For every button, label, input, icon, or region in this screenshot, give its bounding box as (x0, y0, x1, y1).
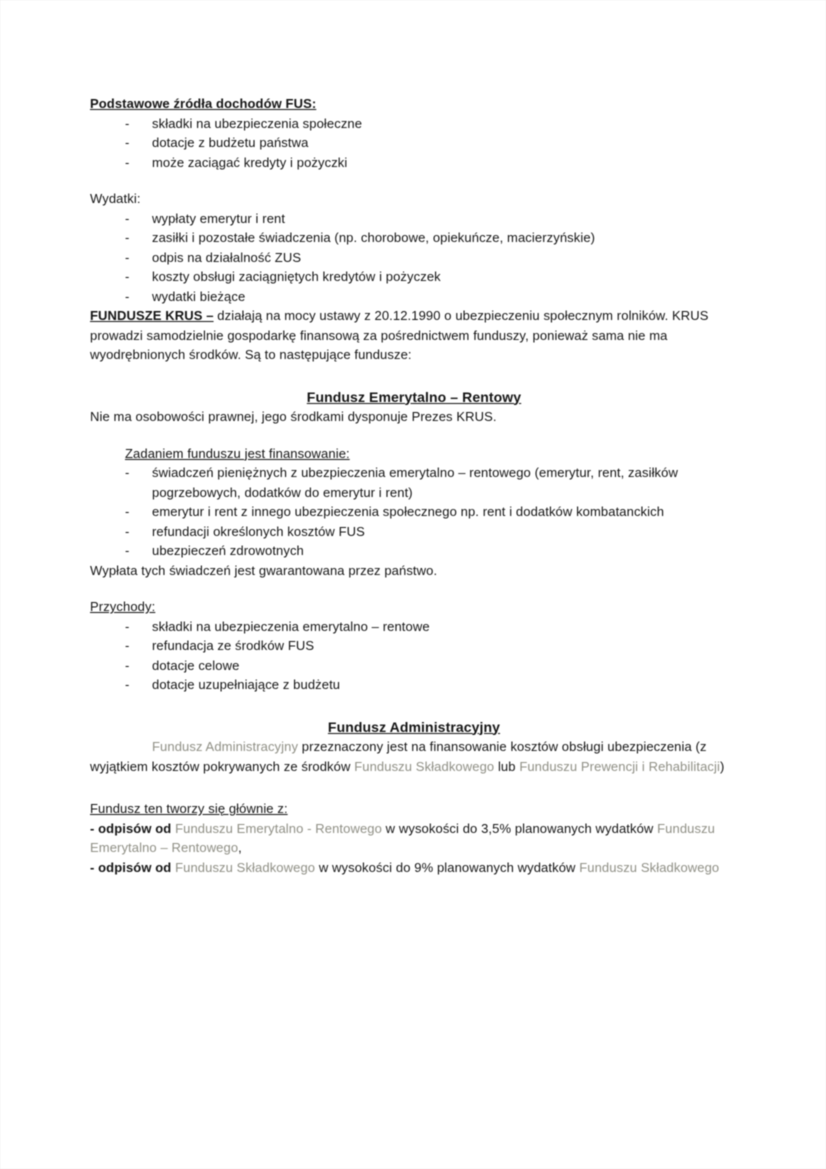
list-item: - wypłaty emerytur i rent (90, 209, 738, 229)
fa-paragraph-text: przeznaczony jest na finansowanie kosztów obsługi ubezpieczenia (z wyjątkiem kosztów pokrywanych ze środków (90, 739, 707, 774)
list-item: - może zaciągać kredyty i pożyczki (90, 153, 738, 173)
krus-intro-text: działają na mocy ustawy z 20.12.1990 o ubezpieczeniu społecznym rolników. KRUS prowadzi samodzielnie gospodarkę finansową za pośrednictwem funduszy, ponieważ sama nie ma wyodrębnionych środków. Są to następujące fundusze: (90, 308, 709, 362)
fund-name: Fundusz Administracyjny (152, 739, 299, 754)
fus-expenses-heading: Wydatki: (90, 191, 141, 206)
list-item: - dotacje uzupełniające z budżetu (90, 675, 738, 695)
list-item: - świadczeń pieniężnych z ubezpieczenia emerytalno – rentowego (emerytur, rent, zasiłków pogrzebowych, dodatków do emerytur i rent) (90, 463, 738, 502)
fer-heading: Fundusz Emerytalno – Rentowy (306, 388, 522, 405)
section-fus-sources (90, 94, 738, 172)
fer-intro: Nie ma osobowości prawnej, jego środkami dysponuje Prezes KRUS. (90, 409, 497, 424)
fa-source-text: w wysokości do 9% planowanych wydatków (315, 859, 580, 875)
fa-source-pre: - odpisów od (90, 820, 176, 836)
fa-source-text: , (238, 840, 242, 855)
section-fer-income (90, 597, 738, 695)
fa-heading: Fundusz Administracyjny (327, 718, 501, 735)
fa-paragraph-text: lub (494, 758, 520, 774)
list-item: - składki na ubezpieczenia społeczne (90, 114, 738, 134)
fund-name: Funduszu Składkowego (354, 758, 495, 774)
fus-sources-heading: Podstawowe źródła dochodów FUS: (90, 96, 317, 111)
fund-name: Funduszu Składkowego (175, 859, 316, 875)
list-item: - koszty obsługi zaciągniętych kredytów i pożyczek (90, 267, 738, 287)
fa-source-line (90, 858, 738, 878)
list-item: - wydatki bieżące (90, 287, 738, 307)
fa-source-text: w wysokości do 3,5% planowanych wydatków (381, 820, 658, 836)
list-item: - refundacji określonych kosztów FUS (90, 522, 738, 542)
list-item: - składki na ubezpieczenia emerytalno – rentowe (90, 617, 738, 637)
fer-income-heading: Przychody: (90, 599, 156, 614)
fa-paragraph (90, 737, 738, 776)
list-item: - dotacje z budżetu państwa (90, 133, 738, 153)
fund-name: Funduszu Emerytalno - Rentowego (175, 820, 382, 836)
section-fa-sources (90, 799, 738, 877)
fund-name: Funduszu Składkowego (579, 859, 720, 875)
list-item: - emerytur i rent z innego ubezpieczenia społecznego np. rent i dodatków kombatanckich (90, 502, 738, 522)
fa-source-pre: - odpisów od (90, 859, 176, 875)
krus-intro-paragraph (90, 306, 738, 365)
list-item: - refundacja ze środków FUS (90, 636, 738, 656)
fa-paragraph-text: ) (719, 758, 725, 774)
fa-sources-heading: Fundusz ten tworzy się głównie z: (90, 801, 288, 816)
fa-source-line (90, 819, 738, 858)
list-item: - ubezpieczeń zdrowotnych (90, 541, 738, 561)
fer-tasks-heading: Zadaniem funduszu jest finansowanie: (125, 445, 350, 461)
fund-name: Funduszu Prewencji i Rehabilitacji (519, 758, 720, 774)
krus-intro-lead: FUNDUSZE KRUS – (90, 308, 214, 323)
list-item: - odpis na działalność ZUS (90, 248, 738, 268)
section-fus-expenses (90, 189, 738, 306)
list-item: - zasiłki i pozostałe świadczenia (np. chorobowe, opiekuńcze, macierzyńskie) (90, 228, 738, 248)
list-item: - dotacje celowe (90, 656, 738, 676)
section-fer-tasks (90, 444, 738, 561)
fer-guarantee: Wypłata tych świadczeń jest gwarantowana przez państwo. (90, 562, 438, 578)
fund-name: Funduszu Emerytalno – Rentowego (90, 820, 716, 855)
